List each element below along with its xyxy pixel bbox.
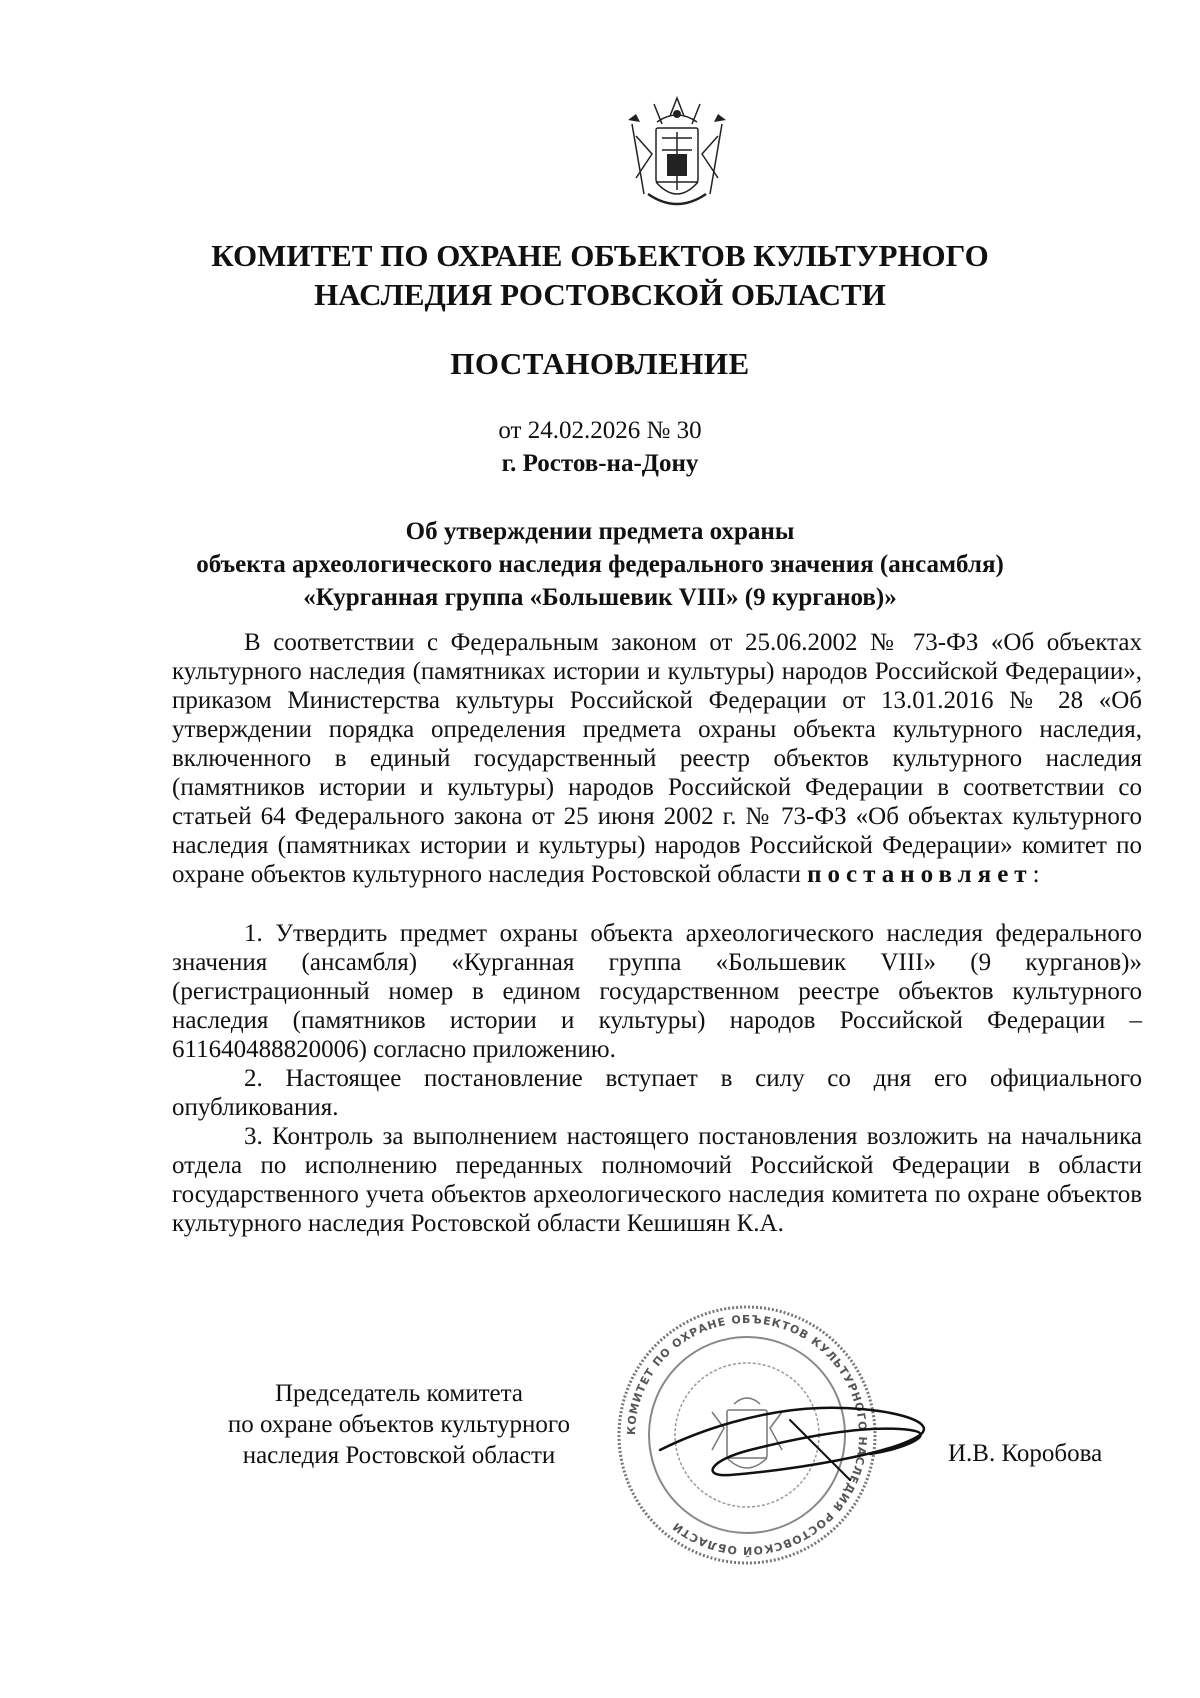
title-line-1: Об утверждении предмета охраны	[405, 518, 795, 545]
resolves-word: постановляет	[807, 861, 1033, 888]
title-line-3: «Курганная группа «Большевик VIII» (9 курганов)»	[303, 584, 897, 611]
coat-of-arms-emblem	[622, 94, 732, 214]
handwritten-signature	[640, 1380, 960, 1500]
authority-line-2: НАСЛЕДИЯ РОСТОВСКОЙ ОБЛАСТИ	[314, 277, 886, 312]
position-line-3: наследия Ростовской области	[242, 1442, 556, 1469]
title-line-2: объекта археологического наследия федерального значения (ансамбля)	[196, 551, 1004, 578]
preamble-paragraph	[172, 628, 1142, 889]
item-3: 3. Контроль за выполнением настоящего постановления возложить на начальника отдела по исполнению переданных полномочий Российской Федерации в области государственного учета объектов археологического наследия комитета по охране объектов культурного наследия Ростовской области Кешишян К.А.	[172, 1123, 1142, 1237]
signatory-position	[196, 1378, 602, 1471]
city: г. Ростов-на-Дону	[501, 450, 699, 477]
seal-ring-text: КОМИТЕТ ПО ОХРАНЕ ОБЪЕКТОВ КУЛЬТУРНОГО НАСЛЕДИЯ РОСТОВСКОЙ ОБЛАСТИ	[624, 1312, 870, 1558]
date-and-number: от 24.02.2026 № 30	[498, 417, 702, 444]
item-1: 1. Утвердить предмет охраны объекта археологического наследия федерального значения (ансамбля) «Курганная группа «Большевик VIII» (9 курганов)» (регистрационный номер в едином государственном реестре объектов культурного наследия (памятников истории и культуры) народов Российской Федерации – 611640488820006) согласно приложению.	[172, 920, 1142, 1063]
authority-line-1: КОМИТЕТ ПО ОХРАНЕ ОБЪЕКТОВ КУЛЬТУРНОГО	[211, 238, 989, 273]
signer-name: И.В. Коробова	[948, 1440, 1103, 1467]
document-title	[150, 515, 1050, 614]
resolves-colon: :	[1032, 861, 1040, 888]
issuing-authority	[150, 236, 1050, 314]
position-line-1: Председатель комитета	[275, 1380, 523, 1407]
document-type: ПОСТАНОВЛЕНИЕ	[450, 346, 750, 381]
item-2: 2. Настоящее постановление вступает в силу со дня его официального опубликования.	[172, 1065, 1142, 1121]
document-body	[172, 628, 1142, 1238]
position-line-2: по охране объектов культурного	[227, 1411, 571, 1438]
preamble-text: В соответствии с Федеральным законом от 25.06.2002 № 73-ФЗ «Об объектах культурного наследия (памятниках истории и культуры) народов Российской Федерации», приказом Министерства культуры Российской Федерации от 13.01.2016 № 28 «Об утверждении порядка определения предмета охраны объекта культурного наследия, включенного в единый государственный реестр объектов культурного наследия (памятников истории и культуры) народов Российской Федерации в соответствии со статьей 64 Федерального закона от 25 июня 2002 г. № 73-ФЗ «Об объектах культурного наследия (памятниках истории и культуры) народов Российской Федерации» комитет по охране объектов культурного наследия Ростовской области	[172, 629, 1142, 888]
